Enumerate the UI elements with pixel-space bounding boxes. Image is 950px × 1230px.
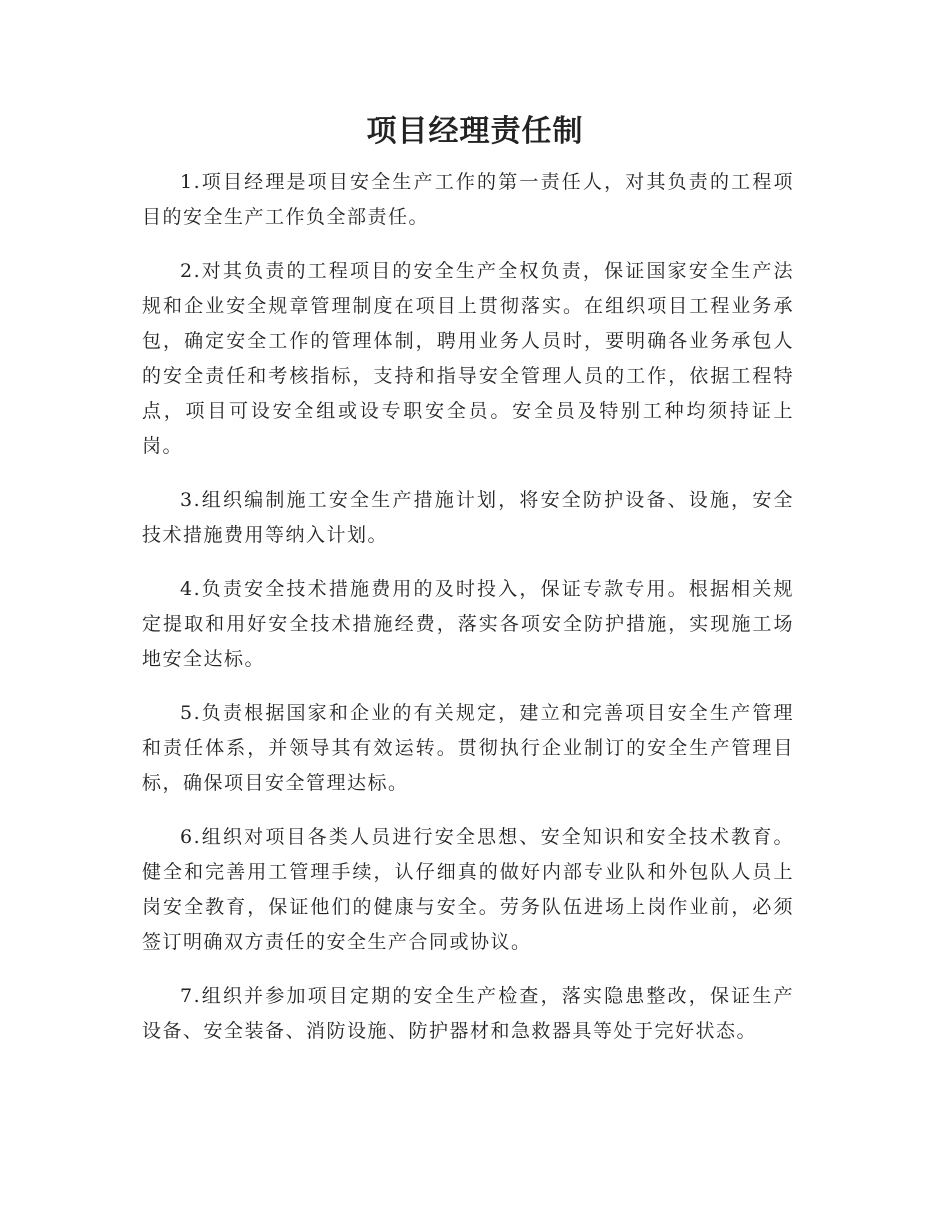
paragraph-1: 1.项目经理是项目安全生产工作的第一责任人，对其负责的工程项目的安全生产工作负全部责任。	[142, 171, 794, 228]
document-body	[142, 165, 794, 1068]
paragraph-3: 3.组织编制施工安全生产措施计划，将安全防护设备、设施，安全技术措施费用等纳入计划。	[142, 489, 794, 546]
paragraph-2: 2.对其负责的工程项目的安全生产全权负责，保证国家安全生产法规和企业安全规章管理制度在项目上贯彻落实。在组织项目工程业务承包，确定安全工作的管理体制，聘用业务人员时，要明确各业务承包人的安全责任和考核指标，支持和指导安全管理人员的工作，依据工程特点，项目可设安全组或设专职安全员。安全员及特别工种均须持证上岗。	[142, 260, 794, 457]
document-title: 项目经理责任制	[366, 114, 584, 149]
paragraph-5: 5.负责根据国家和企业的有关规定，建立和完善项目安全生产管理和责任体系，并领导其有效运转。贯彻执行企业制订的安全生产管理目标，确保项目安全管理达标。	[142, 702, 794, 794]
paragraph-6: 6.组织对项目各类人员进行安全思想、安全知识和安全技术教育。健全和完善用工管理手续，认仔细真的做好内部专业队和外包队人员上岗安全教育，保证他们的健康与安全。劳务队伍进场上岗作业前，必须签订明确双方责任的安全生产合同或协议。	[142, 826, 794, 953]
paragraph-7: 7.组织并参加项目定期的安全生产检查，落实隐患整改，保证生产设备、安全装备、消防设施、防护器材和急救器具等处于完好状态。	[142, 985, 794, 1042]
paragraph-4: 4.负责安全技术措施费用的及时投入，保证专款专用。根据相关规定提取和用好安全技术措施经费，落实各项安全防护措施，实现施工场地安全达标。	[142, 578, 794, 670]
